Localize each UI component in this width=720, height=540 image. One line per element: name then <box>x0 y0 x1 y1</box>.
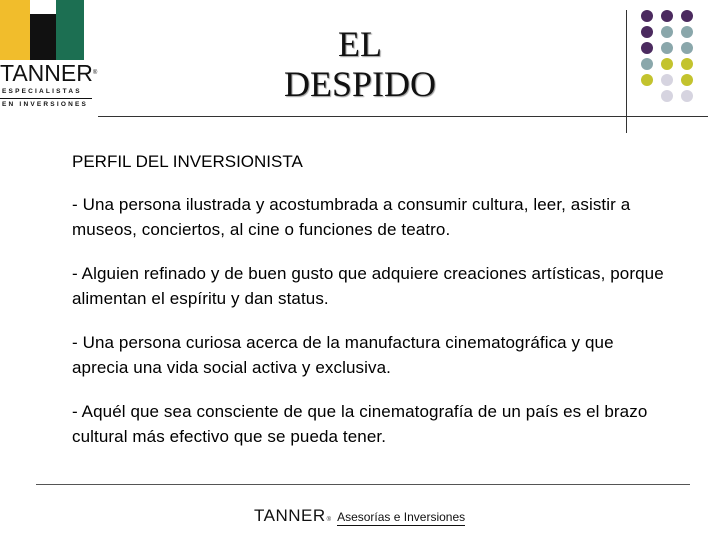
decorative-dot <box>661 58 673 70</box>
decorative-dot <box>641 10 653 22</box>
decorative-dot <box>681 42 693 54</box>
logo-subtitle-1: ESPECIALISTAS <box>2 88 82 95</box>
title-vertical-divider <box>626 10 627 133</box>
paragraph: - Una persona curiosa acerca de la manufactura cinematográfica y que aprecia una vida social activa y exclusiva. <box>72 333 614 377</box>
footer-registered-mark: ® <box>326 517 332 523</box>
title-underline <box>98 116 708 117</box>
decorative-dot <box>681 74 693 86</box>
decorative-dot <box>641 42 653 54</box>
decorative-dot <box>641 26 653 38</box>
main-content <box>72 150 672 468</box>
footer-divider <box>36 484 690 485</box>
decorative-dot <box>641 74 653 86</box>
paragraph: - Una persona ilustrada y acostumbrada a consumir cultura, leer, asistir a museos, conciertos, al cine o funciones de teatro. <box>72 195 631 239</box>
decorative-dot <box>681 58 693 70</box>
slide-title <box>260 24 460 104</box>
decorative-dot <box>681 10 693 22</box>
decorative-dot <box>681 90 693 102</box>
decorative-dot <box>661 26 673 38</box>
paragraph: - Aquél que sea consciente de que la cinematografía de un país es el brazo cultural más efectivo que se pueda tener. <box>72 402 648 446</box>
decorative-dot <box>661 42 673 54</box>
footer-brand: TANNER <box>254 506 326 525</box>
logo-rule <box>0 98 92 99</box>
slide-title-line-2: DESPIDO <box>283 64 436 104</box>
section-heading: PERFIL DEL INVERSIONISTA <box>72 152 303 171</box>
logo-yellow-square <box>0 0 30 60</box>
decorative-dot <box>681 26 693 38</box>
logo-green-square <box>56 0 84 60</box>
logo-black-square <box>30 14 56 60</box>
paragraph: - Alguien refinado y de buen gusto que adquiere creaciones artísticas, porque alimentan el espíritu y dan status. <box>72 264 664 308</box>
logo-brand-text: TANNER® <box>0 60 98 86</box>
logo-subtitle-2: EN INVERSIONES <box>2 101 89 108</box>
footer <box>254 506 465 526</box>
decorative-dot <box>661 90 673 102</box>
decorative-dot <box>641 58 653 70</box>
slide-title-line-1: EL <box>338 24 382 64</box>
decorative-dot <box>661 74 673 86</box>
tanner-logo <box>0 0 100 115</box>
footer-tagline: Asesorías e Inversiones <box>337 510 466 524</box>
decorative-dot <box>661 10 673 22</box>
